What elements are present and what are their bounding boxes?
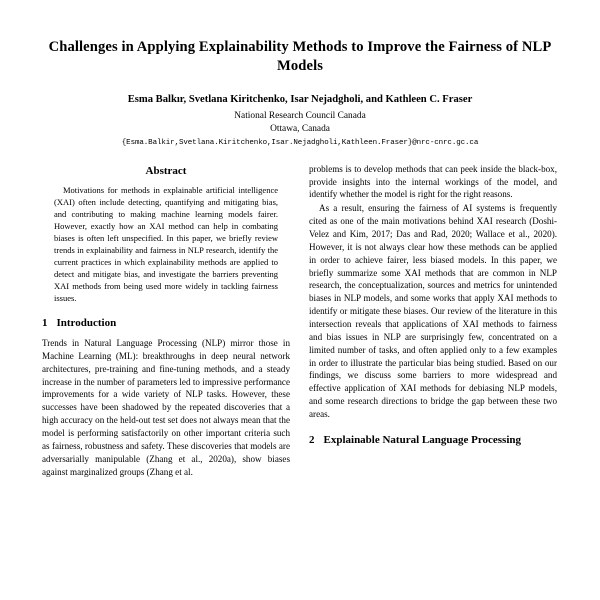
right-column xyxy=(309,163,557,454)
abstract-heading: Abstract xyxy=(145,164,187,177)
right-paragraph-2: As a result, ensuring the fairness of AI systems is frequently cited as one of the main motivations behind XAI research (Doshi-Velez and Kim, 2017; Das and Rad, 2020; Wallace et al., 2020). However, it is not always clear how these methods can be applied in order to achieve fairer, less biased models. In this paper, we briefly summarize some XAI methods that are common in NLP research, the conceptualization, sources and metrics for unintended biases in NLP models, and some works that apply XAI methods to identify or mitigate these biases. Our review of the literature in this intersection reveals that applications of XAI methods to fairness and bias issues in NLP are surprisingly few, concentrated on a limited number of tasks, and often applied only to a few examples in order to illustrate the particular bias being studied. Based on our findings, we discuss some barriers to more widespread and effective application of XAI methods for debiasing NLP models, and some research directions to bridge the gap between these two areas. xyxy=(309,203,557,419)
page-title: Challenges in Applying Explainability Methods to Improve the Fairness of NLP Models xyxy=(48,39,552,75)
abstract-text: Motivations for methods in explainable artificial intelligence (XAI) often include detecting, quantifying and mitigating bias, and contributing to making machine learning models fairer. However, exactly how an XAI method can help in combating biases is often left unspecified. In this paper, we briefly review trends in explainability and fairness in NLP research, identify the current practices in which explainability methods are applied to detect and mitigate bias, and investigate the barriers preventing XAI methods from being used more widely in tackling fairness issues. xyxy=(54,184,278,304)
section-heading-explainable-nlp xyxy=(309,434,557,448)
section-heading-introduction xyxy=(42,317,290,331)
location: Ottawa, Canada xyxy=(270,123,330,134)
intro-paragraph-1: Trends in Natural Language Processing (NLP) mirror those in Machine Learning (ML): breakthroughs in deep neural network architectures, pre-training and fine-tuning methods, and a steady increase in the number of parameters led to impressive performance improvements for a wide variety of NLP tasks. However, these successes have been shadowed by the repeated discoveries that a high accuracy on the held-out test set does not always mean that the model is performing satisfactorily on other important criteria such as fairness, robustness and safety. These discoveries that models are adversarially manipulable (Zhang et al., 2020a), show biases against marginalized groups (Zhang et al. xyxy=(42,338,290,477)
left-column xyxy=(42,163,290,479)
affiliation: National Research Council Canada xyxy=(234,111,366,122)
right-paragraph-1: problems is to develop methods that can peek inside the black-box, provide insights into the internal workings of the model, and identify whether the model is right for the right reasons. xyxy=(309,163,557,200)
two-column-body xyxy=(42,163,558,479)
section-title: Explainable Natural Language Processing xyxy=(323,433,522,446)
section-number: 1 xyxy=(42,317,48,330)
section-number: 2 xyxy=(309,433,315,446)
author-emails: {Esma.Balkir,Svetlana.Kiritchenko,Isar.Nejadgholi,Kathleen.Fraser}@nrc-cnrc.gc.ca xyxy=(121,138,479,147)
author-list: Esma Balkır, Svetlana Kiritchenko, Isar Nejadgholi, and Kathleen C. Fraser xyxy=(127,93,473,105)
section-title: Introduction xyxy=(56,317,117,330)
